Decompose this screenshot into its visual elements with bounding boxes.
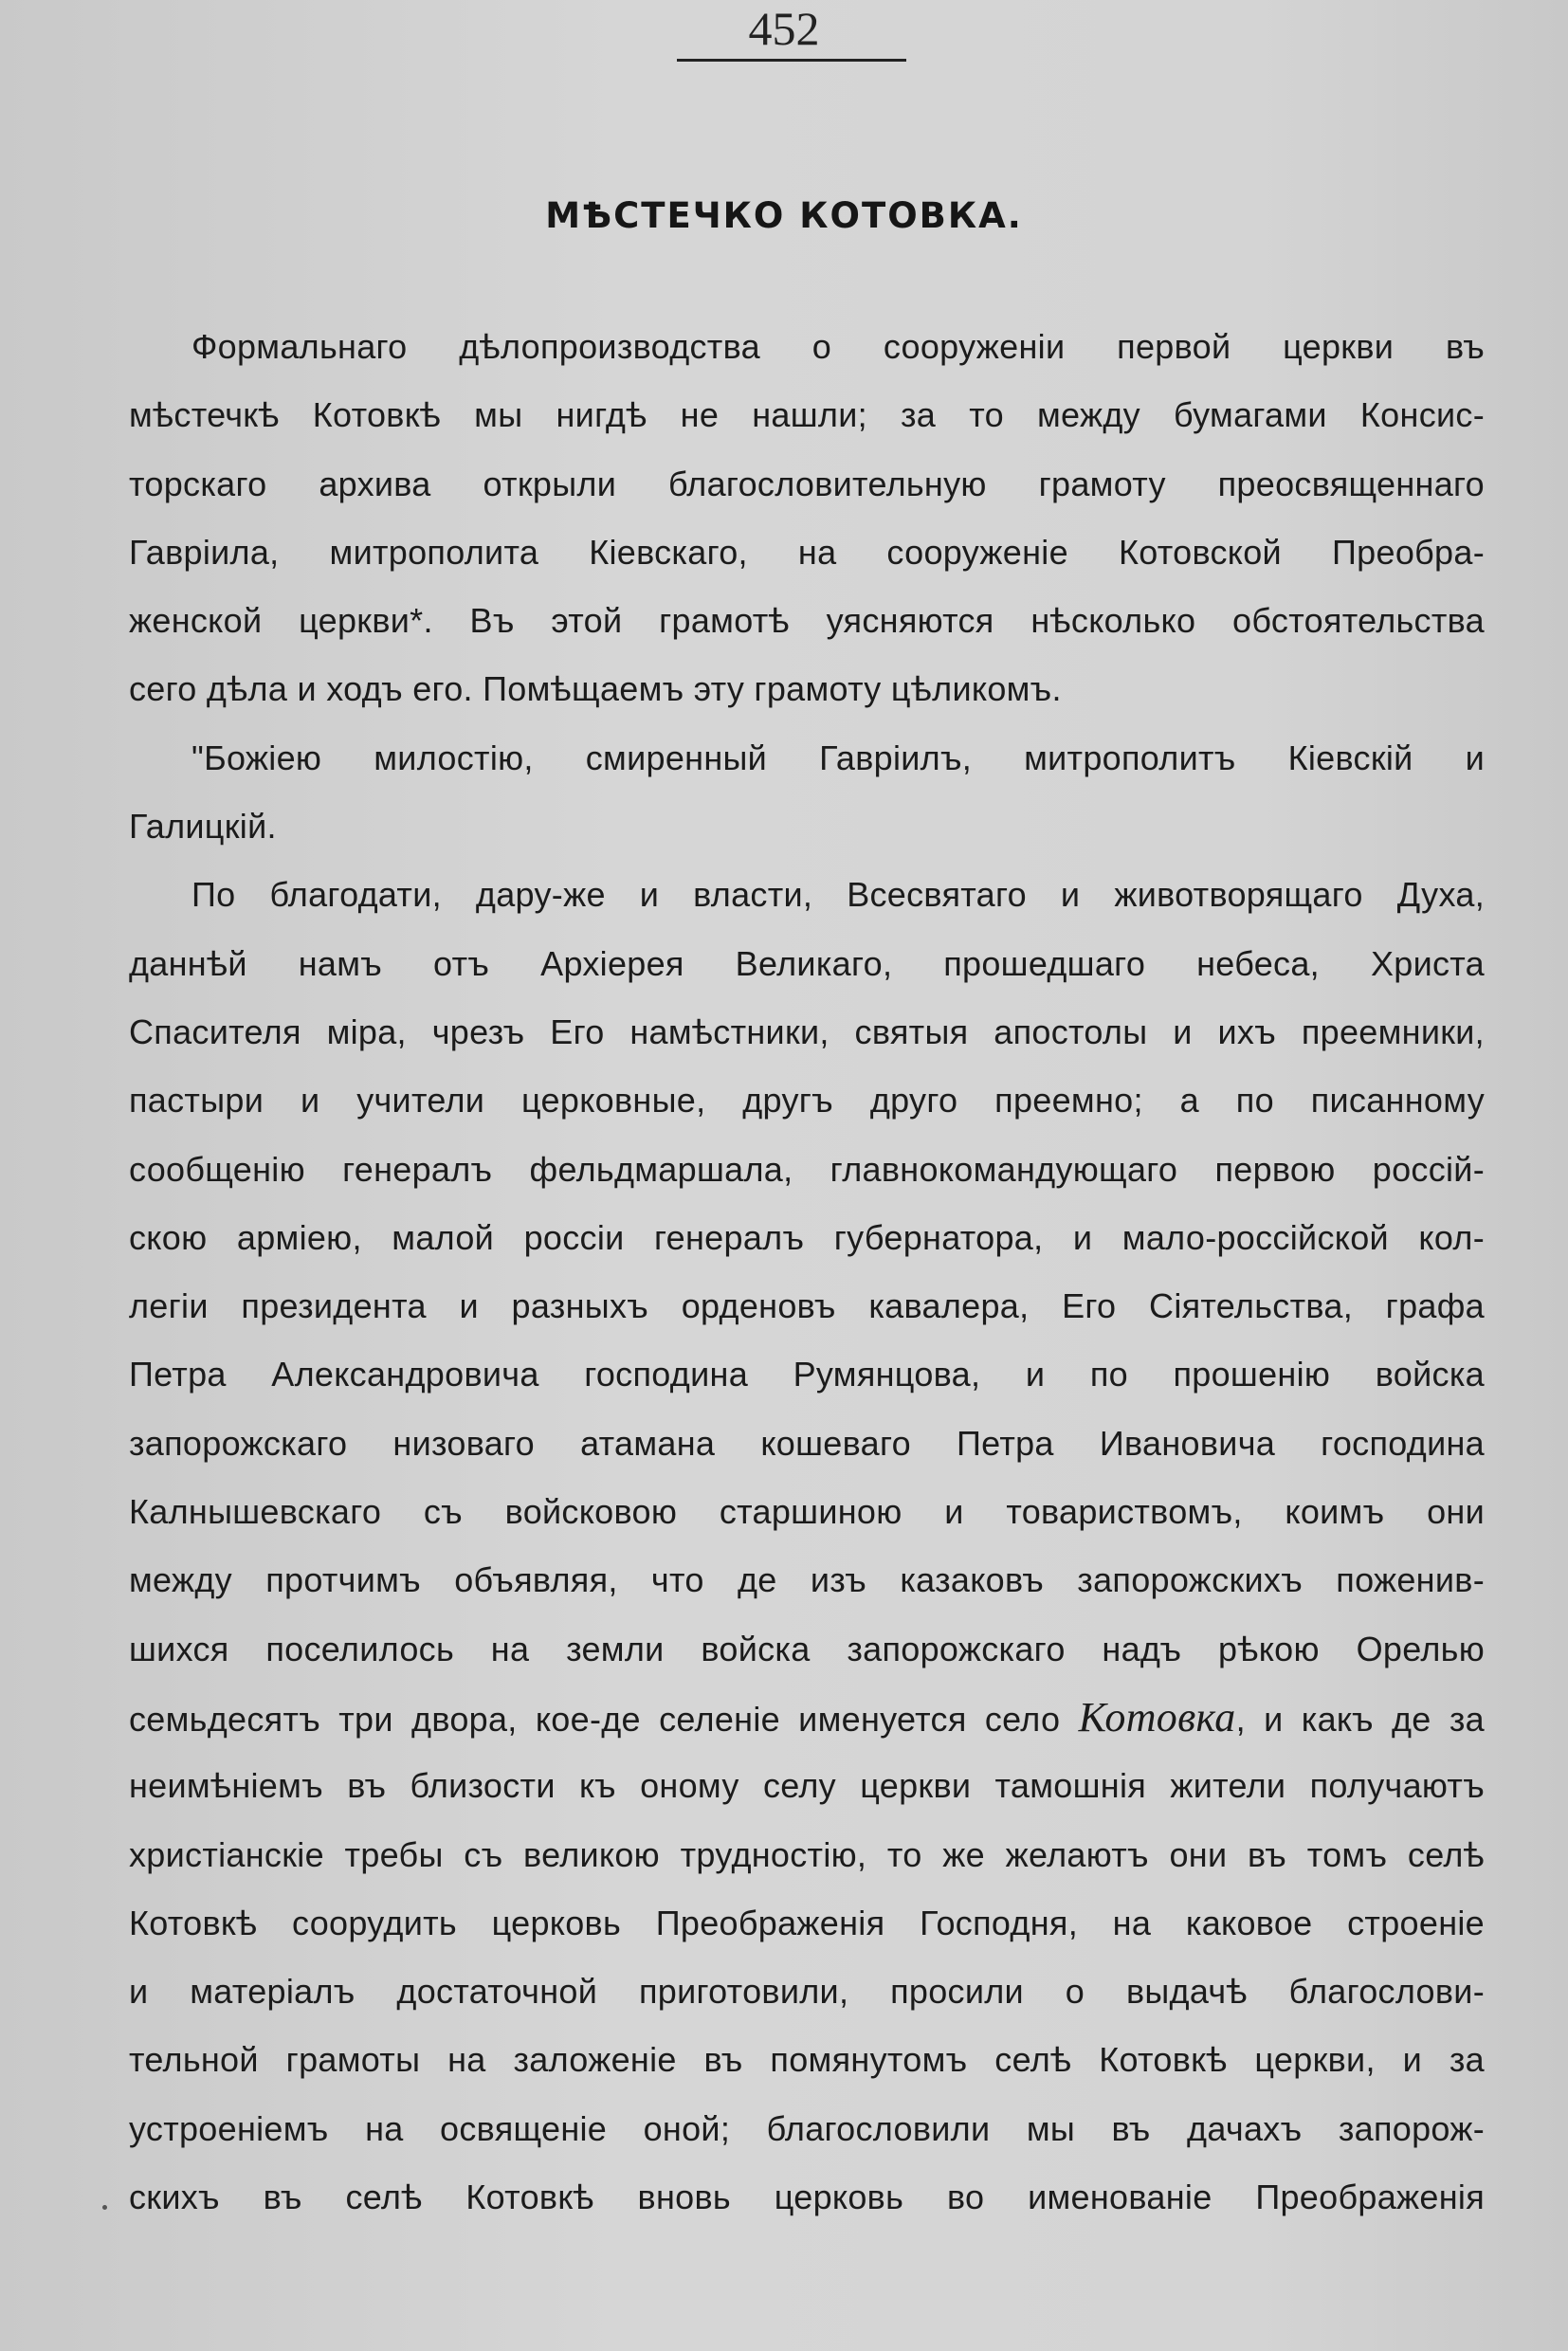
text-before-emphasis: семьдесятъ три двора, кое-де селеніе именуется село [129,1699,1079,1739]
text-line: сего дѣла и ходъ его. Помѣщаемъ эту грамоту цѣликомъ. [129,669,1062,709]
text-line: устроеніемъ на освященіе оной; благословили мы въ дачахъ запорож- [129,2108,1485,2148]
text-line: легіи президента и разныхъ орденовъ кавалера, Его Сіятельства, графа [129,1286,1485,1326]
text-line: скихъ въ селѣ Котовкѣ вновь церковь во именованіе Преображенія [129,2178,1485,2217]
text-line: женской церкви*. Въ этой грамотѣ уясняются нѣсколько обстоятельства [129,601,1485,641]
text-line: мѣстечкѣ Котовкѣ мы нигдѣ не нашли; за то между бумагами Консис- [129,395,1485,435]
text-line: Котовкѣ соорудить церковь Преображенія Господня, на каковое строеніе [129,1903,1485,1942]
text-after-emphasis: , и какъ де за [1235,1699,1485,1739]
body-text [129,313,1485,2232]
text-line: тельной грамоты на заложеніе въ помянутомъ селѣ Котовкѣ церкви, и за [129,2040,1485,2080]
page-number: 452 [748,2,820,55]
text-line: Формальнаго дѣлопроизводства о сооруженіи первой церкви въ [191,327,1485,366]
text-line: даннѣй намъ отъ Архіерея Великаго, прошедшаго небеса, Христа [129,943,1485,983]
text-line: Петра Александровича господина Румянцова, и по прошенію войска [129,1355,1485,1394]
text-line: пастыри и учители церковные, другъ друго преемно; а по писанному [129,1081,1485,1121]
text-line: "Божіею милостію, смиренный Гавріилъ, митрополитъ Кіевскій и [191,738,1485,777]
page-number-rule [677,59,906,62]
margin-speck [102,2205,107,2210]
text-line: Галицкій. [129,807,277,847]
text-line: Спасителя міра, чрезъ Его намѣстники, святыя апостолы и ихъ преемники, [129,1011,1485,1051]
text-line: и матеріалъ достаточной приготовили, просили о выдачѣ благослови- [129,1972,1485,2012]
text-line: христіанскіе требы съ великою трудностію, то же желаютъ они въ томъ селѣ [129,1834,1485,1874]
text-line: Калнышевскаго съ войсковою старшиною и товариствомъ, коимъ они [129,1492,1485,1532]
text-line: запорожскаго низоваго атамана кошеваго Петра Ивановича господина [129,1423,1485,1463]
emphasized-place-name: Котовка [1078,1693,1236,1740]
section-title: МѢСТЕЧКО КОТОВКА. [545,195,1023,236]
text-line: скою арміею, малой россіи генералъ губернатора, и мало-россійской кол- [129,1217,1485,1257]
text-line: Гавріила, митрополита Кіевскаго, на сооруженіе Котовской Преобра- [129,532,1485,572]
text-line: между протчимъ объявляя, что де изъ казаковъ запорожскихъ поженив- [129,1560,1485,1600]
text-line: сообщенію генералъ фельдмаршала, главнокомандующаго первою россій- [129,1149,1485,1189]
text-line-with-emphasis [129,1684,1485,1752]
text-line: шихся поселилось на земли войска запорожскаго надъ рѣкою Орелью [129,1629,1485,1668]
text-line: торскаго архива открыли благословительную грамоту преосвященнаго [129,464,1485,503]
text-line: неимѣніемъ въ близости къ оному селу церкви тамошнія жители получаютъ [129,1766,1485,1806]
text-line: По благодати, дару-же и власти, Всесвятаго и животворящаго Духа, [191,875,1485,915]
